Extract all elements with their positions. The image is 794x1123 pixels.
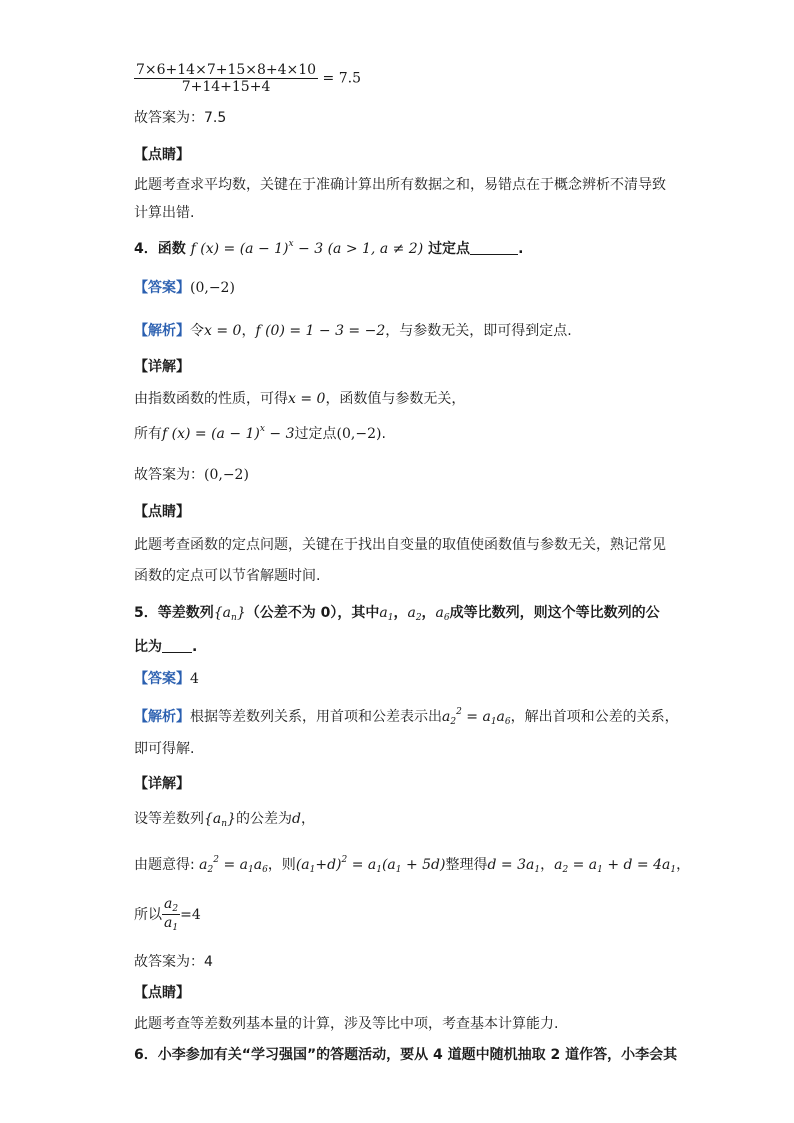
math-a1: $a_1$: [379, 605, 394, 623]
question-5-text: 成等比数列，则这个等比数列的公: [449, 605, 660, 621]
final-answer-label: 故答案为：: [134, 467, 204, 483]
detail-text: 由指数函数的性质，可得: [134, 391, 288, 407]
math-exponent: x: [259, 424, 265, 434]
jiexi-row-q4: [134, 324, 572, 338]
separator: ，: [540, 857, 555, 873]
detail-q5-2: [134, 856, 690, 875]
detail-text: ，: [300, 811, 315, 827]
fraction: [134, 62, 318, 95]
detail-text: 的公差为: [235, 811, 292, 827]
math-expanded: $(a_1+d)^2 = a_1(a_1 + 5d)$: [295, 855, 446, 875]
math-x-equals-0: x = 0: [204, 323, 242, 339]
math-a6: $a_6$: [435, 605, 450, 623]
math-a2-equals: $a_2 = a_1 + d = 4a_1$: [554, 857, 677, 875]
q4-condition: − 3 (a > 1, a ≠ 2): [293, 241, 424, 257]
answer-row-q5: [134, 672, 199, 686]
math-d: d: [291, 811, 301, 827]
jiexi-text: ，与参数无关，即可得到定点.: [385, 323, 572, 339]
math-sequence: [214, 605, 246, 621]
final-answer-value: (0,−2): [204, 467, 249, 483]
dianjing-text-q3-2: 计算出错.: [134, 205, 195, 221]
question-4-suffix: 过定点: [428, 241, 471, 257]
detail-text: 设等差数列: [134, 811, 204, 827]
question-5-text: （公差不为 0），其中: [245, 605, 380, 621]
detail-text: 所以: [134, 906, 162, 923]
math-seq-close: }: [236, 605, 246, 621]
jiexi-row-q5: [134, 708, 679, 727]
question-5-line-1: [134, 606, 660, 623]
math-point: (0,−2): [336, 426, 382, 442]
dianjing-text-q4-1: 此题考查函数的定点问题，关键在于找出自变量的取值使函数值与参数无关，熟记常见: [134, 537, 666, 553]
detail-text: 所有: [134, 426, 162, 442]
separator: ，: [421, 605, 436, 621]
question-5-line-2: [134, 640, 197, 654]
math-function-tail: − 3: [264, 426, 295, 442]
detail-q5-1: [134, 812, 315, 829]
q4-expr: f (x) = (a − 1): [190, 241, 289, 257]
detail-text: .: [381, 426, 386, 442]
detail-q4-2: [134, 425, 386, 441]
math-a2-squared: $a_2^2 = a_1a_6$: [442, 707, 511, 727]
jiexi-text: 根据等差数列关系，用首项和公差表示出: [190, 709, 442, 725]
answer-label: 【答案】: [134, 280, 190, 296]
answer-line-q3: 故答案为：7.5: [134, 110, 227, 126]
detail-text: ，则: [267, 857, 296, 873]
detail-label-q4: 【详解】: [134, 359, 190, 375]
dianjing-label-q3: 【点睛】: [134, 147, 190, 163]
jiexi-q5-line-2: 即可得解.: [134, 741, 195, 757]
fraction-numerator: 7×6+14×7+15×8+4×10: [136, 62, 317, 78]
ratio-value: =4: [180, 906, 201, 923]
dianjing-text-q3-1: 此题考查求平均数，关键在于准确计算出所有数据之和，易错点在于概念辨析不清导致: [134, 177, 666, 193]
question-5-text: 5．等差数列: [134, 605, 214, 621]
question-4-period: .: [518, 241, 524, 257]
answer-value-q4: (0,−2): [190, 280, 235, 296]
detail-q5-3: [134, 896, 201, 934]
dianjing-label-q5: 【点睛】: [134, 985, 190, 1001]
math-seq-open: {a: [213, 605, 232, 621]
detail-label-q5: 【详解】: [134, 776, 190, 792]
math-x-equals-0: x = 0: [288, 391, 326, 407]
math-function-base: f (x) = (a − 1): [162, 426, 260, 442]
answer-blank: [162, 640, 192, 653]
detail-text: 由题意得:: [134, 857, 195, 873]
question-5-period: .: [192, 639, 198, 655]
math-a2: $a_2$: [407, 605, 422, 623]
dianjing-text-q5: 此题考查等差数列基本量的计算，涉及等比中项，考查基本计算能力.: [134, 1016, 559, 1032]
math-function: [162, 426, 295, 442]
detail-text: ，函数值与参数无关，: [325, 391, 466, 407]
separator: ，: [393, 605, 408, 621]
math-seq-sub: n: [231, 613, 237, 623]
detail-text: 过定点: [294, 426, 337, 442]
ratio-fraction: $\frac{a_2}{a_1}$: [164, 896, 179, 934]
answer-blank: [470, 242, 518, 255]
average-fraction-equation: [134, 62, 361, 95]
math-sequence: $\{a_n\}$: [204, 811, 236, 829]
dianjing-text-q4-2: 函数的定点可以节省解题时间.: [134, 568, 321, 584]
math-f0: f (0) = 1 − 3 = −2: [255, 323, 386, 339]
q4-exponent: x: [288, 239, 294, 249]
jiexi-label: 【解析】: [134, 709, 190, 725]
final-answer-q5: 故答案为：4: [134, 954, 213, 970]
dianjing-label-q4: 【点睛】: [134, 504, 190, 520]
question-6: 6．小李参加有关“学习强国”的答题活动，要从 4 道题中随机抽取 2 道作答，小李会其: [134, 1047, 678, 1063]
detail-q4-1: [134, 392, 465, 406]
question-4-prefix: 4．函数: [134, 241, 186, 257]
question-4-function: [191, 241, 424, 257]
separator: ，: [676, 857, 691, 873]
fraction-denominator: 7+14+15+4: [181, 79, 271, 96]
final-answer-q4: [134, 468, 249, 482]
question-5-text: 比为: [134, 639, 162, 655]
fraction-result: = 7.5: [322, 70, 361, 87]
question-4: [134, 240, 523, 256]
math-d-equals: $d = 3a_1$: [487, 857, 541, 875]
answer-row-q4: [134, 281, 235, 295]
jiexi-label: 【解析】: [134, 323, 190, 339]
jiexi-text: ，解出首项和公差的关系，: [510, 709, 679, 725]
answer-value-q5: 4: [190, 671, 199, 687]
jiexi-text: 令: [190, 323, 204, 339]
detail-text: 整理得: [445, 857, 488, 873]
jiexi-text: ，: [241, 323, 256, 339]
math-a2-squared: $a_2^2 = a_1a_6$: [199, 855, 268, 875]
answer-label: 【答案】: [134, 671, 190, 687]
